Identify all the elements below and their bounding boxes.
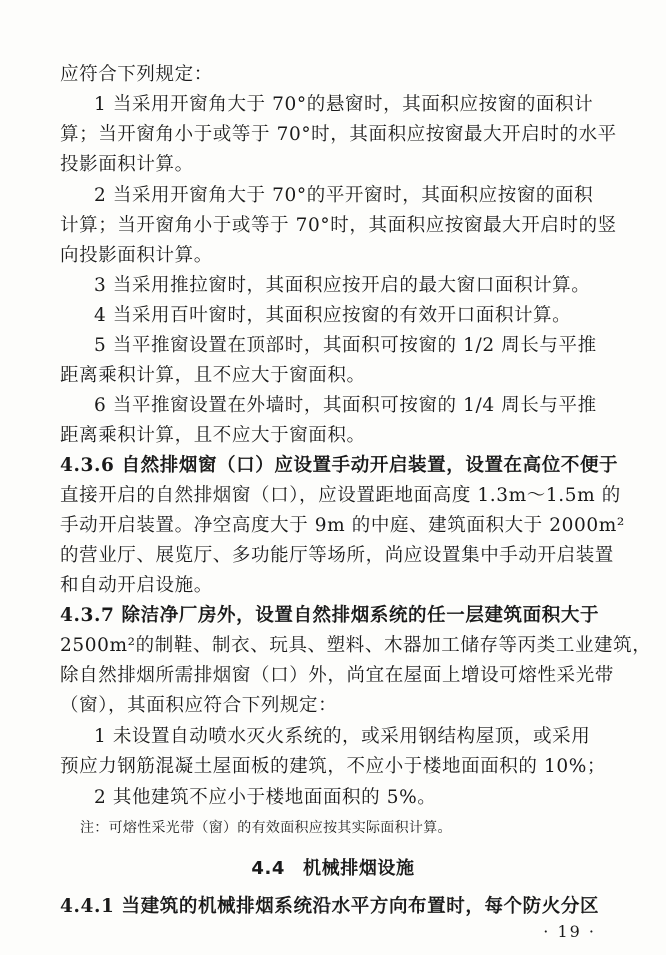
text-line: 投影面积计算。 bbox=[60, 154, 194, 175]
text-line: 距离乘积计算，且不应大于窗面积。 bbox=[60, 425, 366, 446]
text-line: 2500m²的制鞋、制衣、玩具、塑料、木器加工储存等丙类工业建筑， bbox=[60, 635, 652, 656]
text-line: （窗），其面积应符合下列规定： bbox=[60, 695, 338, 716]
text-line: 计算；当开窗角小于或等于 70°时，其面积应按窗最大开启时的竖 bbox=[60, 215, 617, 236]
section-heading bbox=[0, 856, 666, 882]
list-item-4: 4 当采用百叶窗时，其面积应按窗的有效开口面积计算。 bbox=[94, 305, 572, 326]
clause-4-3-6: 4.3.6 自然排烟窗（口）应设置手动开启装置，设置在高位不便于 bbox=[60, 455, 619, 476]
list-item-1: 1 当采用开窗角大于 70°的悬窗时，其面积应按窗的面积计 bbox=[94, 94, 594, 115]
page-number: · 19 · bbox=[543, 922, 596, 941]
footnote: 注：可熔性采光带（窗）的有效面积应按其实际面积计算。 bbox=[80, 820, 452, 836]
clause-4-3-7: 4.3.7 除洁净厂房外，设置自然排烟系统的任一层建筑面积大于 bbox=[60, 605, 600, 626]
list-item-5: 5 当平推窗设置在顶部时，其面积可按窗的 1/2 周长与平推 bbox=[94, 335, 597, 356]
text-line: 直接开启的自然排烟窗（口），应设置距地面高度 1.3m～1.5m 的 bbox=[60, 485, 621, 506]
text-line: 预应力钢筋混凝土屋面板的建筑，不应小于楼地面面积的 10%； bbox=[60, 756, 607, 777]
section-title: 机械排烟设施 bbox=[303, 858, 415, 879]
text-line: 手动开启装置。净空高度大于 9m 的中庭、建筑面积大于 2000m² bbox=[60, 515, 625, 536]
text-line: 除自然排烟所需排烟窗（口）外，尚宜在屋面上增设可熔性采光带 bbox=[60, 665, 614, 686]
text-line: 向投影面积计算。 bbox=[60, 245, 213, 266]
list-item-6: 6 当平推窗设置在外墙时，其面积可按窗的 1/4 周长与平推 bbox=[94, 395, 597, 416]
text-line: 应符合下列规定： bbox=[60, 64, 213, 85]
list-item-1: 1 未设置自动喷水灭火系统的，或采用钢结构屋顶，或采用 bbox=[94, 726, 591, 747]
list-item-3: 3 当采用推拉窗时，其面积应按开启的最大窗口面积计算。 bbox=[94, 275, 591, 296]
list-item-2: 2 其他建筑不应小于楼地面面积的 5%。 bbox=[94, 787, 437, 808]
list-item-2: 2 当采用开窗角大于 70°的平开窗时，其面积应按窗的面积 bbox=[94, 185, 594, 206]
text-line: 和自动开启设施。 bbox=[60, 575, 213, 596]
section-number: 4.4 bbox=[251, 858, 286, 879]
text-line: 算；当开窗角小于或等于 70°时，其面积应按窗最大开启时的水平 bbox=[60, 124, 617, 145]
text-line: 距离乘积计算，且不应大于窗面积。 bbox=[60, 365, 366, 386]
text-line: 的营业厅、展览厅、多功能厅等场所，尚应设置集中手动开启装置 bbox=[60, 545, 614, 566]
clause-4-4-1: 4.4.1 当建筑的机械排烟系统沿水平方向布置时，每个防火分区 bbox=[60, 896, 600, 917]
